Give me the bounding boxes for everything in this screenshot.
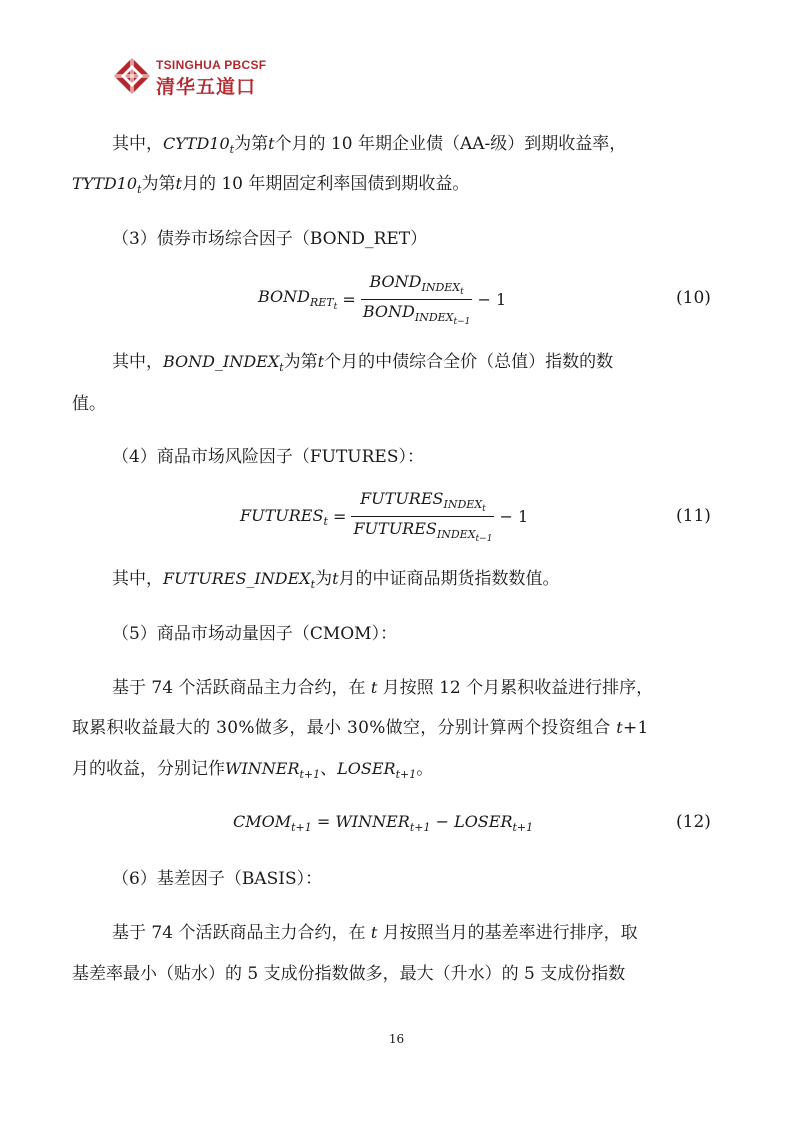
paragraph-cmom-line1: 基于 74 个活跃商品主力合约，在 t 月按照 12 个月累积收益进行排序，	[112, 678, 654, 698]
paragraph-futures-index: 其中，$FUTURES\_INDEX_t$为t月的中证商品期货指数数值。	[112, 569, 560, 591]
logo-text-en: TSINGHUA PBCSF	[156, 58, 267, 72]
equation-number-12: (12)	[676, 812, 711, 832]
equation-number-11: (11)	[676, 506, 711, 526]
paragraph-cytd-line1: 其中，$CYTD10_t$为第t个月的 10 年期企业债（AA-级）到期收益率，	[112, 134, 627, 156]
logo-text-zh: 清华五道口	[156, 76, 257, 98]
header-logo	[112, 56, 312, 100]
paragraph-cytd-line2: $TYTD10_t$为第t月的 10 年期固定利率国债到期收益。	[72, 174, 470, 196]
paragraph-bond-index-line1: 其中，$BOND\_INDEX_t$为第t个月的中债综合全价（总值）指数的数	[112, 352, 614, 374]
pbcsf-emblem-icon	[112, 56, 152, 96]
section-heading-bond-ret: （3）债券市场综合因子（BOND_RET）	[112, 229, 428, 249]
equation-11: $FUTURES_t$ = $\frac{FUTURES_{INDEX_t}}{FUTURES_{INDEX_{t-1}}}$ − 1	[240, 489, 529, 544]
section-heading-basis: （6）基差因子（BASIS）：	[112, 869, 323, 889]
paragraph-basis-line1: 基于 74 个活跃商品主力合约，在 t 月按照当月的基差率进行排序，取	[112, 923, 638, 943]
page-number: 16	[388, 1032, 405, 1046]
section-heading-cmom: （5）商品市场动量因子（CMOM）：	[112, 624, 398, 644]
equation-10: $BOND_{RET_t}$ = $\frac{BOND_{INDEX_t}}{BOND_{INDEX_{t-1}}}$ − 1	[258, 272, 507, 327]
equation-12: $CMOM_{t+1}$ = $WINNER_{t+1}$ − $LOSER_{t+1}$	[233, 812, 534, 834]
section-heading-futures: （4）商品市场风险因子（FUTURES）：	[112, 447, 424, 467]
paragraph-bond-index-line2: 值。	[72, 394, 106, 414]
paragraph-basis-line2: 基差率最小（贴水）的 5 支成份指数做多，最大（升水）的 5 支成份指数	[72, 964, 626, 984]
paragraph-cmom-line3: 月的收益，分别记作$WINNER_{t+1}$、$LOSER_{t+1}$。	[72, 759, 434, 781]
paragraph-cmom-line2: 取累积收益最大的 30%做多，最小 30%做空，分别计算两个投资组合 t+1	[72, 718, 649, 738]
equation-number-10: (10)	[676, 288, 711, 308]
